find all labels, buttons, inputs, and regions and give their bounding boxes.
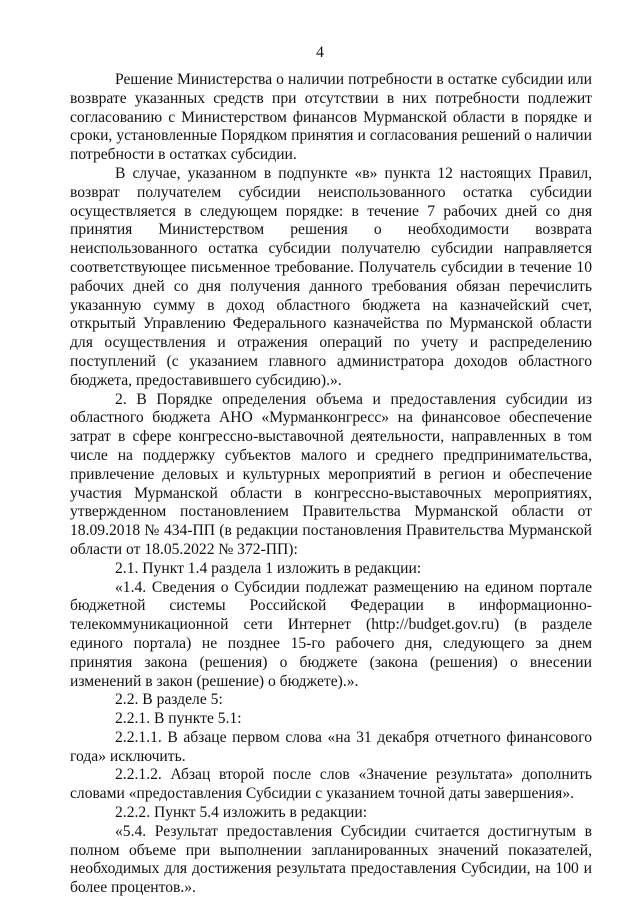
paragraph-item-2: 2. В Порядке определения объема и предоставления субсидии из областного бюджета АНО «Мурманконгресс» на финансовое обеспечение затрат в сфере конгрессно-выставочной деятельности, направленных в том числе на поддержку субъектов малого и среднего предпринимательства, привлечение деловых и культурных мероприятий в регион и обеспечение участия Мурманской области в конгрессно-выставочных мероприятиях, утвержденном постановлением Правительства Мурманской области от 18.09.2018 № 434-ПП (в редакции постановления Правительства Мурманской области от 18.05.2022 № 372-ПП): [70,390,592,558]
paragraph-item-2-2-1-2: 2.2.1.2. Абзац второй после слов «Значение результата» дополнить словами «предоставления Субсидии с указанием точной даты завершения». [70,766,592,803]
paragraph-item-2-2-1-1: 2.2.1.1. В абзаце первом слова «на 31 декабря отчетного финансового года» исключить. [70,728,592,765]
paragraph-item-2-2: 2.2. В разделе 5: [115,691,223,709]
page-number: 4 [316,44,324,61]
paragraph-subsidy-return-procedure: В случае, указанном в подпункте «в» пункта 12 настоящих Правил, возврат получателем субсидии неиспользованного остатка субсидии осуществляется в следующем порядке: в течение 7 рабочих дней со дня принятия Министерством решения о необходимости возврата неиспользованного остатка субсидии получателю субсидии направляется соответствующее письменное требование. Получатель субсидии в течение 10 рабочих дней со дня получения данного требования обязан перечислить указанную сумму в доход областного бюджета на казначейский счет, открытый Управлению Федерального казначейства по Мурманской области для осуществления и отражения операций по учету и распределению поступлений (с указанием главного администратора доходов областного бюджета, предоставившего субсидию).». [70,164,592,389]
paragraph-clause-5-4: «5.4. Результат предоставления Субсидии считается достигнутым в полном объеме при выполнении запланированных значений показателей, необходимых для достижения результата предоставления Субсидии, на 100 и более процентов.». [70,822,592,897]
paragraph-item-2-2-1: 2.2.1. В пункте 5.1: [115,710,242,728]
paragraph-clause-1-4: «1.4. Сведения о Субсидии подлежат размещению на едином портале бюджетной системы Российской Федерации в информационно-телекоммуникационной сети Интернет (http://budget.gov.ru) (в разделе единого портала) не позднее 15-го рабочего дня, следующего за днем принятия закона (решения) о бюджете (закона (решения) о внесении изменений в закон (решение) о бюджете).». [70,578,592,690]
paragraph-item-2-2-2: 2.2.2. Пункт 5.4 изложить в редакции: [115,804,368,822]
document-body [70,71,592,898]
paragraph-item-2-1: 2.1. Пункт 1.4 раздела 1 изложить в редакции: [115,559,422,577]
paragraph-subsidy-need-decision: Решение Министерства о наличии потребности в остатке субсидии или возврате указанных средств при отсутствии в них потребности подлежит согласованию с Министерством финансов Мурманской области в порядке и сроки, установленные Порядком принятия и согласования решений о наличии потребности в остатках субсидии. [70,71,592,164]
